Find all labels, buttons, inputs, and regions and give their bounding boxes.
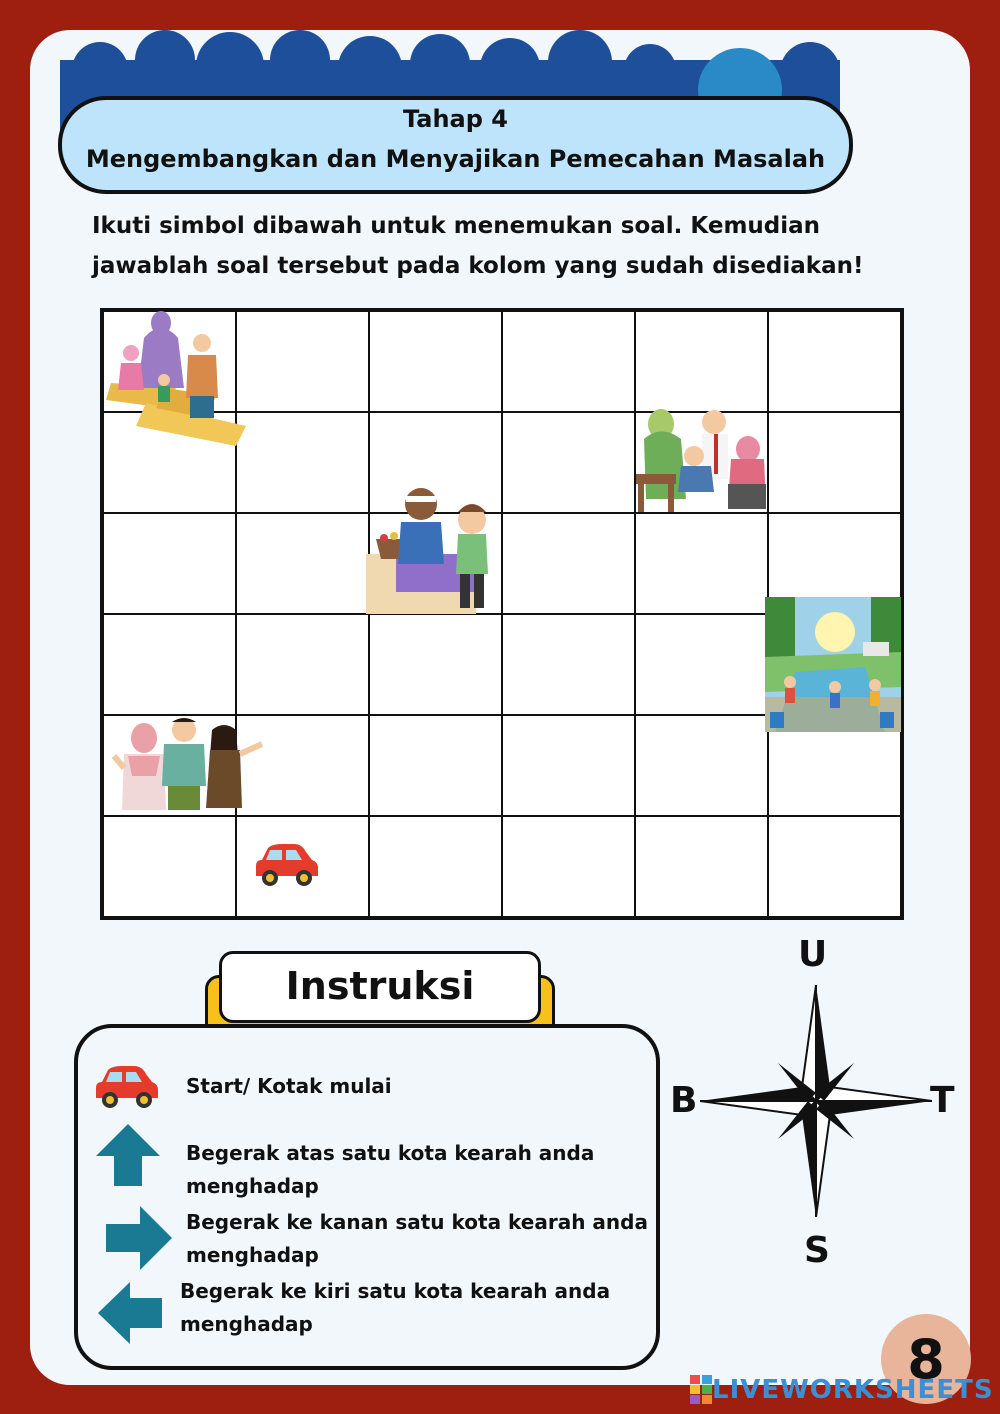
stage-label: Tahap 4 (403, 105, 508, 133)
visiting-elderly-picture (636, 404, 768, 514)
page-number: 8 (881, 1314, 971, 1404)
intro-line-1: Ikuti simbol dibawah untuk menemukan soal. Kemudian (92, 213, 821, 239)
grid-cell (635, 715, 768, 816)
grid-cell (369, 311, 502, 412)
grid-cell (103, 513, 236, 614)
liveworksheets-logo-icon (690, 1375, 712, 1405)
grid-cell (502, 816, 635, 917)
instruction-heading: Instruksi (219, 951, 541, 1023)
instruction-up-line-1: Begerak atas satu kota kearah anda (186, 1141, 595, 1165)
instruction-up-text (186, 1137, 594, 1203)
grid-cell (768, 412, 901, 513)
watermark-text: LIVEWORKSHEETS (712, 1375, 994, 1405)
grid-cell (502, 513, 635, 614)
instruction-left-line-1: Begerak ke kiri satu kota kearah anda (180, 1279, 611, 1303)
family-greeting-picture (106, 716, 266, 812)
car-start-icon (254, 842, 320, 888)
instruction-up-line-2: menghadap (186, 1174, 319, 1198)
watermark (690, 1372, 994, 1408)
compass-south-label: S (804, 1230, 830, 1271)
grid-cell (236, 311, 369, 412)
instruction-left-text (180, 1275, 610, 1341)
compass-west-label: B (670, 1080, 698, 1121)
grid-cell (768, 816, 901, 917)
river-cleanup-picture (765, 597, 901, 732)
page-title: Mengembangkan dan Menyajikan Pemecahan Masalah (85, 145, 826, 173)
family-praying-picture (106, 308, 252, 448)
grid-cell (369, 614, 502, 715)
title-banner (58, 96, 853, 194)
grid-cell (502, 614, 635, 715)
arrow-right-icon (106, 1206, 172, 1270)
compass-east-label: T (930, 1080, 955, 1121)
grid-cell (236, 614, 369, 715)
grid-cell (369, 715, 502, 816)
grid-cell (635, 816, 768, 917)
grid-cell (236, 412, 369, 513)
grid-cell (103, 614, 236, 715)
grid-cell (635, 614, 768, 715)
instruction-start-text: Start/ Kotak mulai (186, 1074, 392, 1098)
grid-cell (103, 816, 236, 917)
grid-cell (236, 513, 369, 614)
arrow-up-icon (96, 1124, 160, 1186)
instruction-right-line-2: menghadap (186, 1243, 319, 1267)
instruction-right-text (186, 1206, 648, 1272)
visiting-sick-friend-picture (366, 484, 498, 616)
compass-rose (700, 985, 932, 1217)
car-icon (94, 1064, 160, 1110)
grid-cell (502, 412, 635, 513)
arrow-left-icon (98, 1282, 162, 1344)
instruction-left-line-2: menghadap (180, 1312, 313, 1336)
grid-cell (502, 311, 635, 412)
intro-line-2: jawablah soal tersebut pada kolom yang sudah disediakan! (92, 253, 864, 279)
intro-text (92, 206, 912, 286)
instruction-right-line-1: Begerak ke kanan satu kota kearah anda (186, 1210, 648, 1234)
grid-cell (635, 513, 768, 614)
compass-north-label: U (798, 934, 828, 975)
grid-cell (635, 311, 768, 412)
grid-cell (502, 715, 635, 816)
grid-cell (768, 311, 901, 412)
grid-cell (369, 816, 502, 917)
